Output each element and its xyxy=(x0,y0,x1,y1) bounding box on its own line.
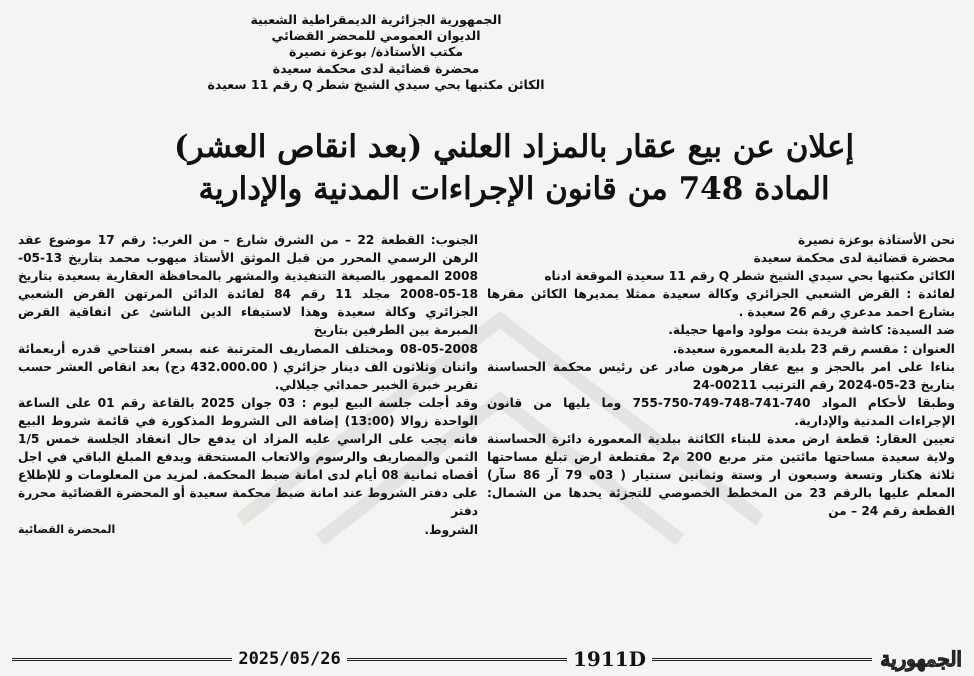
title-line-1: إعلان عن بيع عقار بالمزاد العلني (بعد انقاص العشر) xyxy=(173,129,855,165)
bailiff-signature: المحضرة القضائية xyxy=(18,522,116,536)
paragraph-legal-articles: وطبقا لأحكام المواد 740-741-748-749-750-755 وما يليها من قانون الإجراءات المدنية والإدارية. xyxy=(487,395,955,428)
paragraph-debtor: ضد السيدة: كاشة فريدة بنت مولود وامها حجيلة. xyxy=(668,323,955,338)
paragraph-debtor-address: العنوان : مقسم رقم 23 بلدية المعمورة سعيدة. xyxy=(672,341,955,356)
paragraph-boundaries-mortgage: الجنوب: القطعة 22 – من الشرق شارع – من الغرب: رقم 17 موضوع عقد الرهن الرسمي المحرر من قبل الموثق الأستاذ ميهوب محمد بتاريخ 13-05-2008 الممهور بالصيغة التنفيذية والمشهر بالمحافظة العقارية بسعيدة بتاريخ 18-05-2008 مجلد 11 رقم 84 لفائدة الدائن المرتهن القرض الشعبي الجزائري وكالة سعيدة وهذا لاستيفاء الدين الناشئ عن اتفاقية القرض المبرمة بين الطرفين بتاريخ xyxy=(18,233,478,338)
right-text-column xyxy=(487,231,955,521)
closing-row xyxy=(18,521,478,539)
header-line-court: محضرة قضائية لدى محكمة سعيدة xyxy=(272,60,480,76)
header-line-republic: الجمهورية الجزائرية الديمقراطية الشعبية xyxy=(250,12,502,27)
paragraph-seizure-order: بناءا على امر بالحجز و بيع عقار مرهون صادر عن رئيس محكمة الحساسنة بتاريخ 23-05-2024 رقم الترتيب 00211-24 xyxy=(487,359,955,392)
paragraph-opening-price: 08-05-2008 ومختلف المصاريف المترتبة عنه بسعر افتتاحي قدره أربعمائة واثنان وثلاثون الف دينار جزائري ( 432.000.00 دج) بعد انقاص العشر حسب تقرير خبرة الخبير حمدائي جيلالي. xyxy=(18,341,478,392)
paragraph-bailiff-name: نحن الأستاذة بوعزة نصيرة xyxy=(798,233,955,247)
title-line-2: المادة 748 من قانون الإجراءات المدنية والإدارية xyxy=(198,171,830,207)
issuer-header xyxy=(166,12,586,93)
paragraph-session-details: وقد أجلت جلسة البيع ليوم : 03 جوان 2025 بالقاعة رقم 01 على الساعة الواحدة زوالا (13:00) إضافة الى الشروط المذكورة في قائمة شروط البيع فانه يجب على الراسي عليه المزاد ان يدفع حال انعقاد الجلسة خمس 1/5 الثمن والمصاريف والرسوم والاتعاب المستحقة ويدفع المبلغ الباقي في اجل أقصاه ثمانية 08 أيام لدى امانة ضبط المحكمة. لمزيد من المعلومات و للإطلاع على دفتر الشروط عند امانة ضبط محكمة سعيدة أو المحضرة القضائية محررة دفتر xyxy=(18,395,478,519)
announcement-title xyxy=(140,126,888,210)
closing-word: الشروط. xyxy=(424,522,478,537)
paragraph-beneficiary: لفائدة : القرض الشعبي الجزائري وكالة سعيدة ممثلا بمديرها الكائن مقرها بشارع احمد مدعري رقم 26 سعيدة . xyxy=(487,287,955,320)
header-line-office: الديوان العمومي للمحضر القضائي xyxy=(271,28,481,44)
paragraph-property-description: تعيين العقار: قطعة ارض معدة للبناء الكائنة ببلدية المعمورة دائرة الحساسنة ولاية سعيدة مساحتها مائتين متر مربع 200 م2 مقتطعة ارض تبلغ مساحتها ثلاثة هكتار وتسعة وسبعون ار وستة وثمانين سنتيار ( 03ه 79 آر 86 سآر) المعلم عليها بالرقم 23 من المخطط الخصوصي للتجزئة يحدها من الشمال: القطعة رقم 24 – من xyxy=(487,432,955,519)
left-text-column xyxy=(18,231,478,539)
paragraph-bailiff-court: محضرة قضائية لدى محكمة سعيدة xyxy=(753,251,955,266)
publication-date: 2025/05/26 xyxy=(238,649,341,669)
issue-number: 1911D xyxy=(573,647,647,671)
newspaper-logo: الجمهورية xyxy=(880,647,962,671)
footer-rule-left xyxy=(12,658,232,661)
header-line-address: الكائن مكتبها بحي سيدي الشيخ شطر Q رقم 11 سعيدة xyxy=(207,76,545,92)
footer-rule-middle xyxy=(347,658,567,661)
header-line-bailiff: مكتب الأستاذة/ بوعزة نصيرة xyxy=(289,44,463,60)
newspaper-footer xyxy=(12,648,962,670)
paragraph-bailiff-address: الكائن مكتبها بحي سيدي الشيخ شطر Q رقم 11 سعيدة الموقعة ادناه xyxy=(544,269,955,284)
footer-rule-right xyxy=(652,658,872,661)
